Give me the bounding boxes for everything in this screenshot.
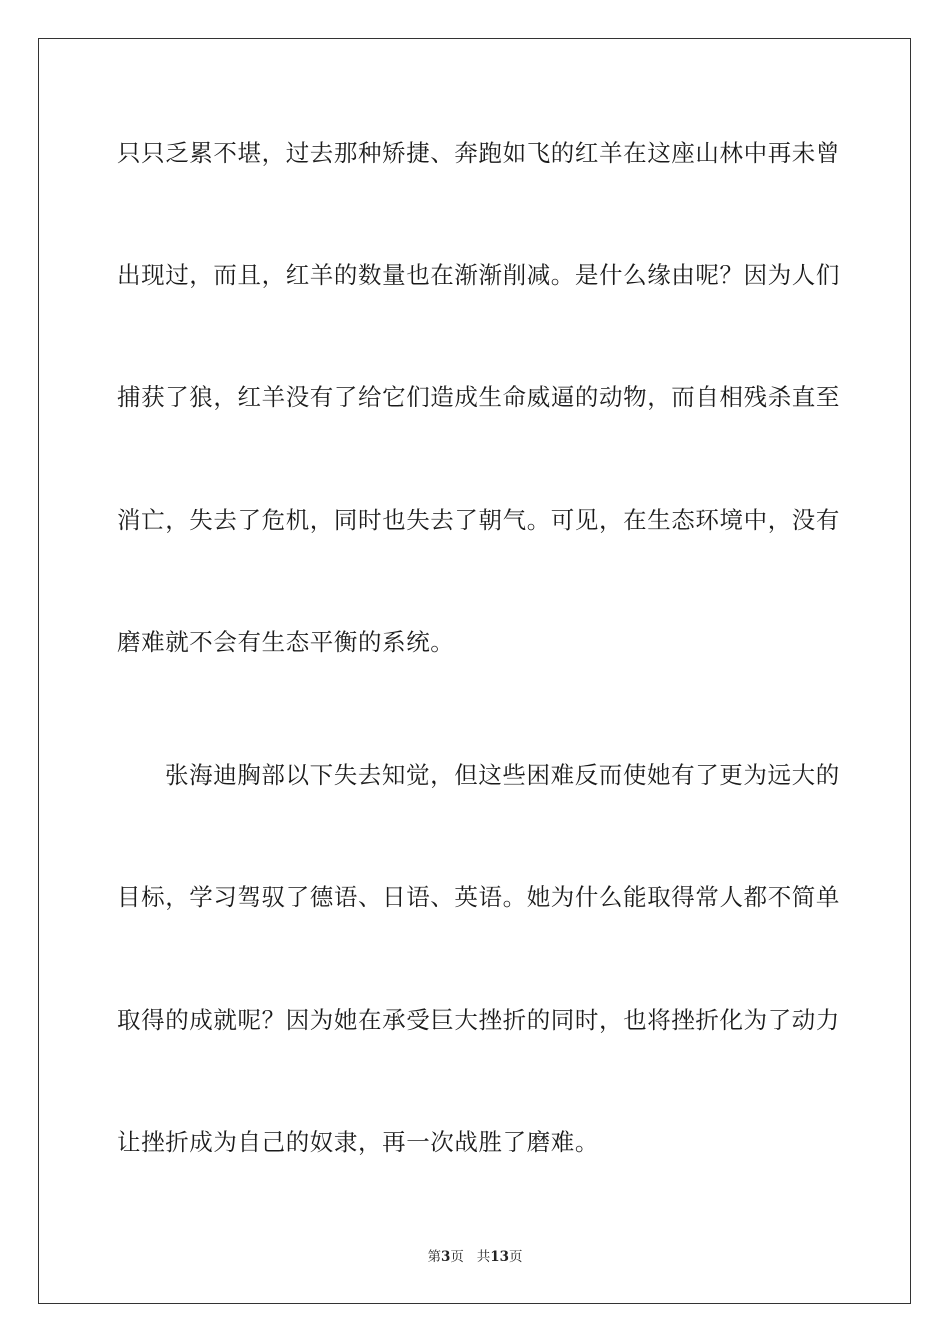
page-prefix: 第 <box>427 1249 441 1265</box>
total-suffix: 页 <box>509 1249 523 1265</box>
text-line: 捕获了狼，红羊没有了给它们造成生命威逼的动物，而自相残杀直至 <box>117 383 840 411</box>
page-suffix: 页 <box>450 1249 464 1265</box>
page-border <box>38 38 911 1304</box>
text-line: 磨难就不会有生态平衡的系统。 <box>117 628 455 656</box>
text-line: 出现过，而且，红羊的数量也在渐渐削减。是什么缘由呢？因为人们 <box>117 261 840 289</box>
text-line: 消亡，失去了危机，同时也失去了朝气。可见，在生态环境中，没有 <box>117 506 840 534</box>
total-pages: 13 <box>490 1249 510 1265</box>
text-line: 只只乏累不堪，过去那种矫捷、奔跑如飞的红羊在这座山林中再未曾 <box>117 139 840 167</box>
text-line: 取得的成就呢？因为她在承受巨大挫折的同时，也将挫折化为了动力 <box>117 1006 840 1034</box>
page-footer <box>0 1248 950 1266</box>
total-prefix: 共 <box>476 1249 491 1265</box>
text-line: 让挫折成为自己的奴隶，再一次战胜了磨难。 <box>117 1128 599 1156</box>
text-line: 目标，学习驾驭了德语、日语、英语。她为什么能取得常人都不简单 <box>117 883 840 911</box>
page-number: 3 <box>440 1249 451 1265</box>
text-line-indented: 张海迪胸部以下失去知觉，但这些困难反而使她有了更为远大的 <box>165 761 840 789</box>
